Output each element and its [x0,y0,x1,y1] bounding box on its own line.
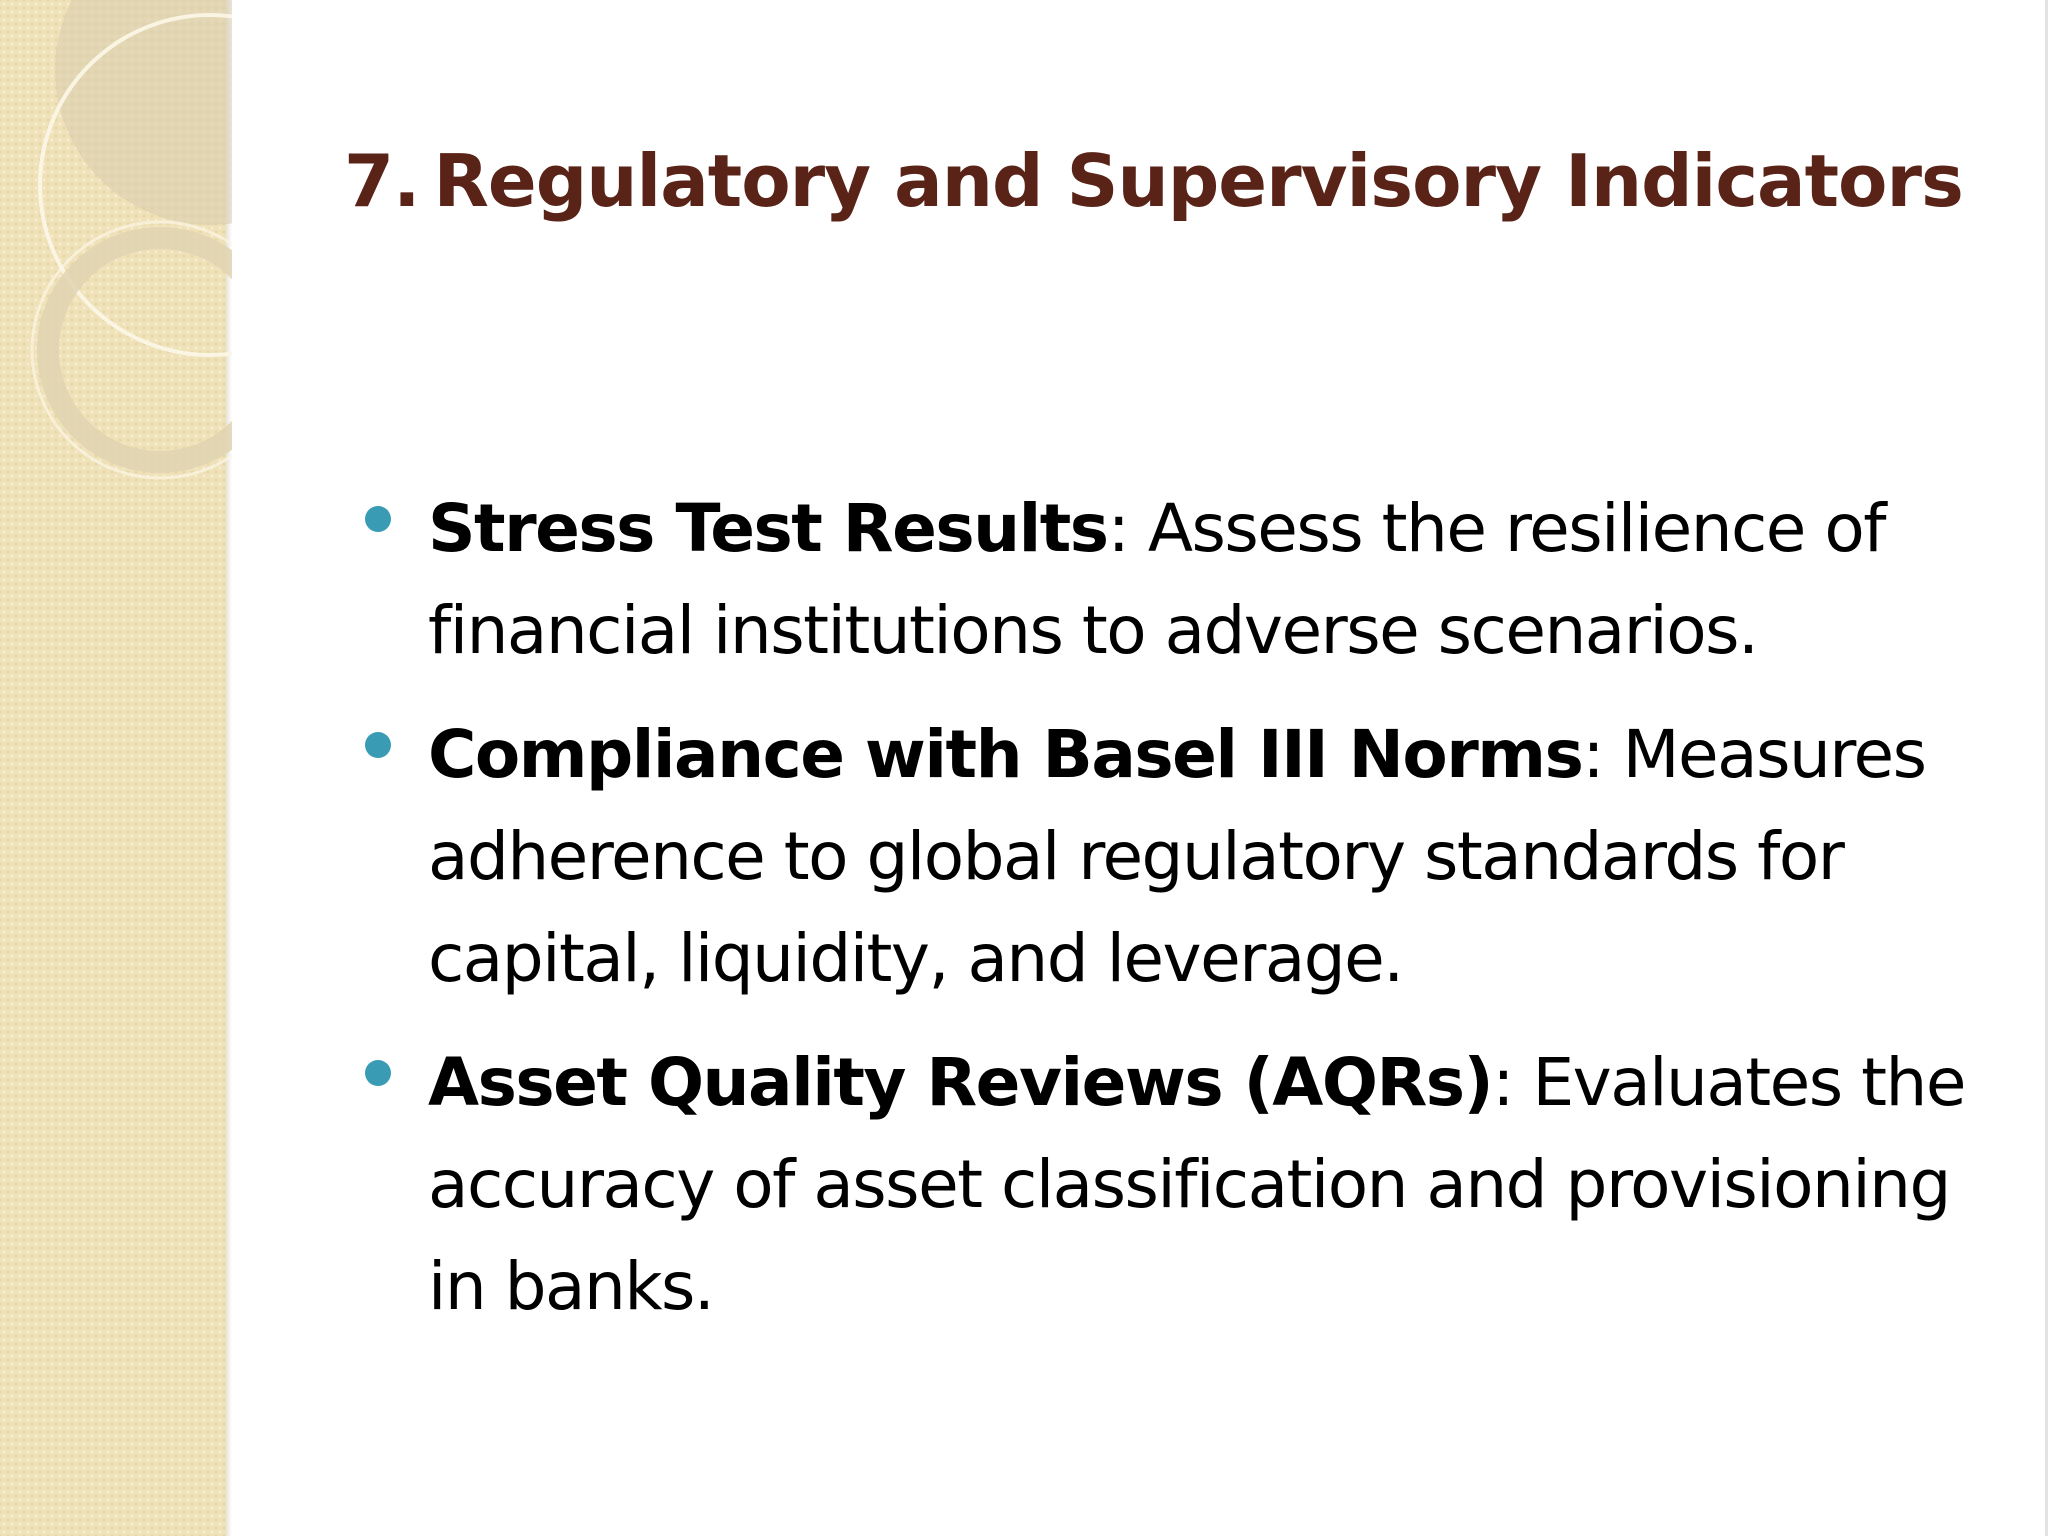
bullet-item [360,478,1990,682]
bullet-separator: : [1582,716,1604,793]
bullet-term: Compliance with Basel III Norms [428,716,1583,793]
bullet-description: Assess the resilience of financial institutions to adverse scenarios. [428,490,1886,669]
decorative-rings [0,0,232,520]
bullet-dot-icon [365,732,391,758]
bullet-dot-icon [365,506,391,532]
bullet-term: Asset Quality Reviews (AQRs) [428,1044,1493,1121]
title-number: 7. [344,139,420,223]
bullet-dot-icon [365,1060,391,1086]
bullet-separator: : [1107,490,1129,567]
slide-title [344,139,1963,223]
bullet-description: Evaluates the accuracy of asset classification and provisioning in banks. [428,1044,1965,1325]
bullet-list [360,478,1990,1338]
bullet-term: Stress Test Results [428,490,1108,567]
bullet-description: Measures adherence to global regulatory standards for capital, liquidity, and leverage. [428,716,1926,997]
bullet-separator: : [1492,1044,1513,1121]
bullet-item [360,1032,1990,1338]
bullet-item [360,704,1990,1010]
title-text: Regulatory and Supervisory Indicators [433,139,1963,223]
